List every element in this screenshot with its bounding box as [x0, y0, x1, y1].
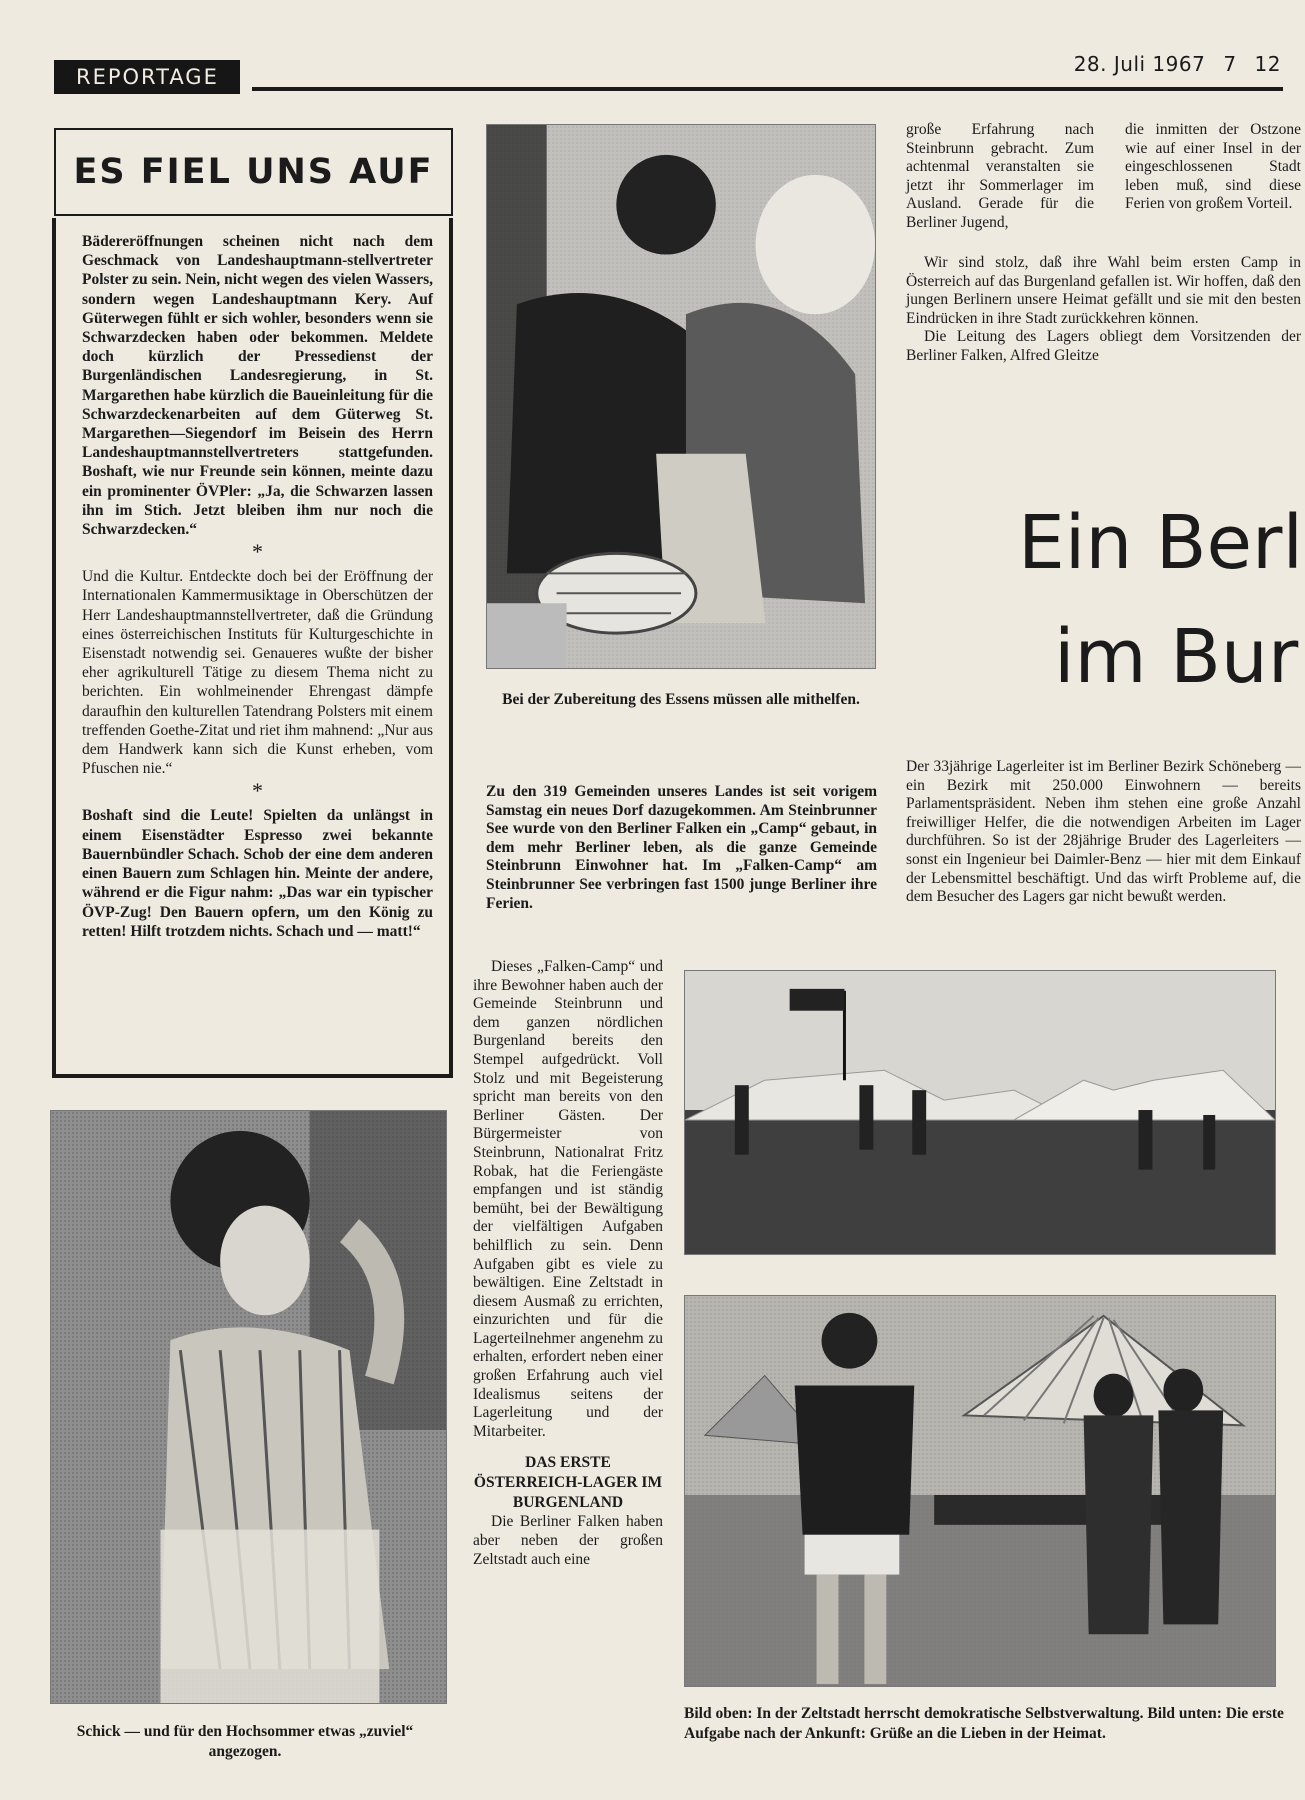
caption-woman: Schick — und für den Hochsommer etwas „zuviel“ angezogen.	[76, 1723, 414, 1760]
lead-text: Zu den 319 Gemeinden unseres Landes ist seit vorigem Samstag ein neues Dorf dazugekommen. Am Steinbrunner See wurde von den Berliner Falken ein „Camp“ gebaut, in dem mehr Berliner leben, als die ganze Gemeinde Steinbrunn Einwohner hat. Im „Falken-Camp“ am Steinbrunner See verbringen fast 1500 junge Berliner ihre Ferien.	[486, 783, 877, 912]
article-top-wide	[906, 254, 1301, 366]
top-text-a: große Erfahrung nach Steinbrunn gebracht. Zum achtenmal veranstalten sie jetzt ihr Sommerlager im Ausland. Gerade für die Berliner Jugend,	[906, 121, 1094, 231]
top-text-c: Wir sind stolz, daß ihre Wahl beim ersten Camp in Österreich auf das Burgenland gefallen ist. Wir hoffen, daß den jungen Berlinern unsere Heimat gefällt und sie mit den besten Eindrücken in ihre Stadt zurückkehren können.	[906, 254, 1301, 327]
headline-line-2: im Bur	[1054, 614, 1299, 700]
photo-tents	[684, 970, 1276, 1255]
article-top-col-a	[906, 121, 1094, 233]
top-text-b: die inmitten der Ostzone wie auf einer Insel in der eingeschlossenen Stadt leben muß, sind diese Ferien von großem Vorteil.	[1125, 121, 1301, 213]
mid-text: Der 33jährige Lagerleiter ist im Berliner Bezirk Schöneberg — ein Bezirk mit 250.000 Einwohnern — bereits Parlamentspräsident. Neben ihm stehen eine große Anzahl freiwilliger Helfer, die die notwendigen Arbeiten im Lager durchführen. So ist der 28jährige Bruder des Lagerleiters — sonst ein Ingenieur bei Daimler-Benz — hier mit dem Einkauf der Lebensmittel beschäftigt. Und das wirft Probleme auf, die dem Besucher des Lagers gar nicht bewußt werden.	[906, 758, 1301, 906]
body-text-1: Dieses „Falken-Camp“ und ihre Bewohner haben auch der Gemeinde Steinbrunn und dem ganzen nördlichen Burgenland bereits den Stempel aufgedrückt. Voll Stolz und mit Begeisterung spricht man bereits von den Berliner Gästen. Der Bürgermeister von Steinbrunn, Nationalrat Fritz Robak, hat die Feriengäste empfangen und ist ständig bemüht, bei der Bewältigung der vielfältigen Aufgaben behilflich zu sein. Denn Aufgaben gibt es viele zu bewältigen. Eine Zeltstadt in diesem Ausmaß zu errichten, einzurichten und für die Lagerteilnehmer angenehm zu erhalten, erfordert neben einer großen Erfahrung auch viel Idealismus seitens der Lagerleitung und der Mitarbeiter.	[473, 958, 663, 1440]
body-text-2: Die Berliner Falken haben aber neben der großen Zeltstadt auch eine	[473, 1513, 663, 1568]
photo-woman	[50, 1110, 447, 1704]
page-number: 12	[1254, 52, 1281, 76]
issue-number: 7	[1223, 52, 1237, 76]
box-title: ES FIEL UNS AUF	[54, 128, 453, 216]
issue-date: 28. Juli 1967	[1073, 52, 1206, 76]
section-tag: REPORTAGE	[54, 60, 240, 94]
photo-cooking	[486, 124, 876, 669]
box-paragraph-2: Und die Kultur. Entdeckte doch bei der Eröffnung der Internationalen Kammermusiktage in Oberschützen der Herr Landeshauptmannstellvertreter, daß die Gründung eines österreichischen Instituts für Kulturgeschichte in Eisenstadt notwendig sei. Genaueres wußte der bisher eher agrikulturell Tätige zu diesem Thema nicht zu berichten. Ein wohlmeinender Ehrengast dämpfe daraufhin den kulturellen Tatendrang Polsters mit einem treffenden Goethe-Zitat und riet ihm mahnend: „Nur aus dem Handwerk kann sich die Kunst erheben, vom Pfuschen nie.“	[82, 568, 433, 778]
header-rule	[252, 87, 1283, 91]
separator-star: *	[252, 778, 263, 804]
top-text-d: Die Leitung des Lagers obliegt dem Vorsitzenden der Berliner Falken, Alfred Gleitze	[906, 328, 1301, 364]
photo-camp-arrival	[684, 1295, 1276, 1687]
caption-cooking: Bei der Zubereitung des Essens müssen alle mithelfen.	[502, 691, 860, 708]
separator-star: *	[252, 539, 263, 565]
box-body	[52, 218, 453, 1078]
header-dateline	[1056, 52, 1281, 76]
article-top-col-b	[1125, 121, 1301, 214]
box-paragraph-3: Boshaft sind die Leute! Spielten da unlängst in einem Eisenstädter Espresso zwei bekannte Bauernbündler Schach. Schob der eine dem anderen einen Bauern zum Schlagen hin. Meinte der andere, während er die Figur nahm: „Das war ein typischer ÖVP-Zug! Den Bauern opfern, um den König zu retten! Hilft trotzdem nichts. Schach und — matt!“	[82, 807, 433, 940]
caption-tents: Bild oben: In der Zeltstadt herrscht demokratische Selbstverwaltung. Bild unten: Die erste Aufgabe nach der Ankunft: Grüße an die Lieben in der Heimat.	[684, 1705, 1284, 1742]
article-column-narrow	[473, 958, 663, 1569]
headline-line-1: Ein Berl	[1018, 500, 1304, 586]
article-lead	[486, 783, 877, 913]
subhead-austria-camp: DAS ERSTE ÖSTERREICH-LAGER IM BURGENLAND	[473, 1454, 663, 1512]
article-mid	[906, 758, 1301, 907]
box-paragraph-1: Bädereröffnungen scheinen nicht nach dem Geschmack von Landeshauptmann-stellvertreter Polster zu sein. Nein, nicht wegen des vielen Wassers, sondern wegen Landeshauptmann Kery. Auf Güterwegen fühlt er sich wohler, besonders wenn sie Schwarzdecken haben oder bekommen. Meldete doch kürzlich der Pressedienst der Burgenländischen Landesregierung, in St. Margarethen habe kürzlich die Baueinleitung für die Schwarzdeckenarbeiten auf dem Güterweg St. Margarethen—Siegendorf im Beisein des Herrn Landeshauptmannstellvertreters stattgefunden. Boshaft, wie nur Freunde sein können, meinte dazu ein prominenter ÖVPler: „Ja, die Schwarzen lassen ihn im Stich. Jetzt bleiben ihm nur noch die Schwarzdecken.“	[82, 233, 433, 539]
